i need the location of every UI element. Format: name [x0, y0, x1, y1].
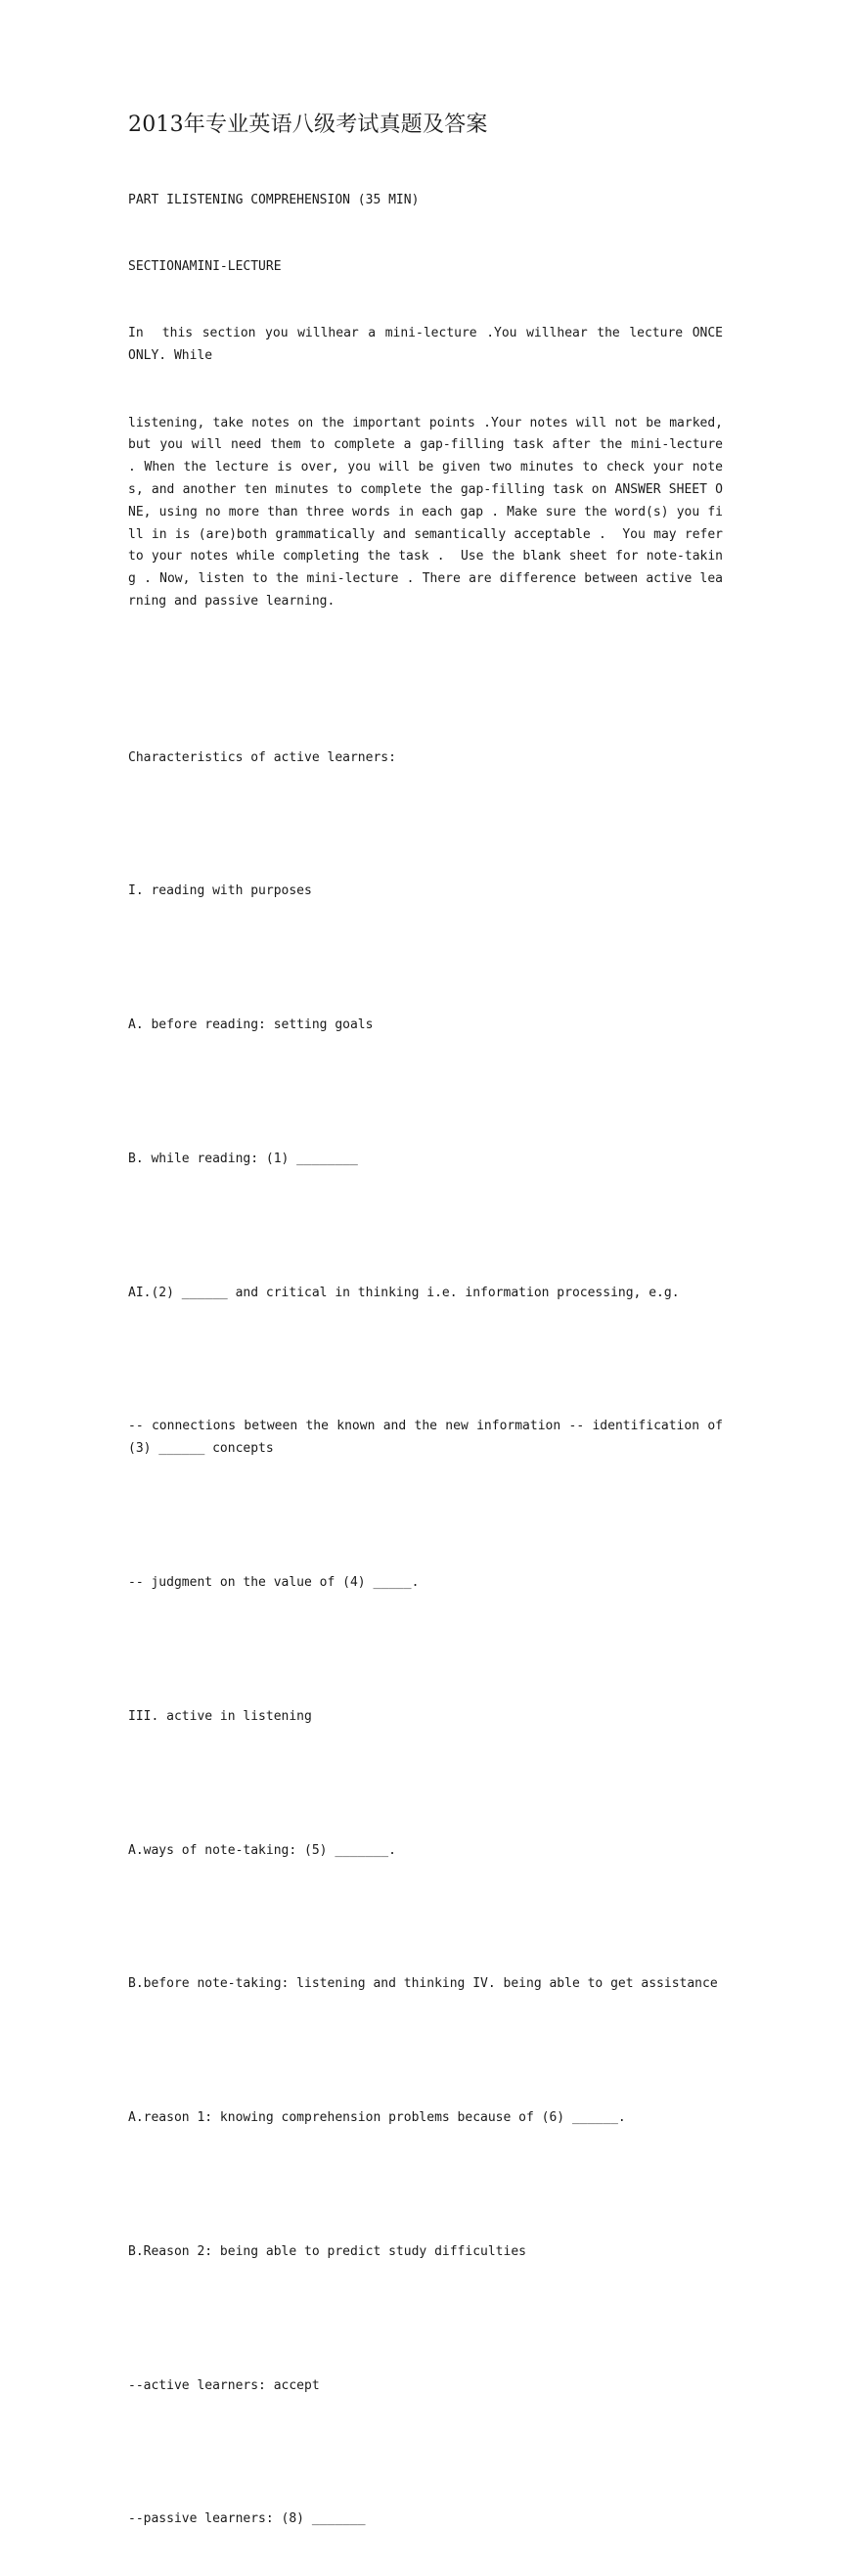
part-heading: PART ILISTENING COMPREHENSION (35 MIN) [128, 192, 420, 207]
instructions-paragraph: listening, take notes on the important points .Your notes will not be marked, but you will need them to complete a gap-filling task after the mini-lecture . When the lecture is over, you will be given two minutes to check your notes, and another ten minutes to complete the gap-filling task on ANSWER SHEET ONE, using no more than three words in each gap . Make sure the word(s) you fill in is (are)both grammatically and semantically acceptable . You may refer to your notes while completing the task . Use the blank sheet for note-taking . Now, listen to the mini-lecture . There are difference between active learning and passive learning. [128, 415, 731, 609]
instructions-first-line: In this section you willhear a mini-lecture .You willhear the lecture ONCE ONLY. While [128, 326, 738, 364]
spacer [128, 680, 723, 702]
outline-item: A.ways of note-taking: (5) _______. [128, 1842, 396, 1858]
outline-item: --active learners: accept [128, 2377, 320, 2393]
spacer [128, 1081, 723, 1104]
outline-item: -- connections between the known and the new information -- identification of (3) ______ concepts [128, 1419, 731, 1457]
outline-item: A.reason 1: knowing comprehension problems because of (6) ______. [128, 2110, 626, 2126]
outline-item: B.Reason 2: being able to predict study difficulties [128, 2243, 526, 2259]
outline-item: --passive learners: (8) _______ [128, 2511, 366, 2527]
document-title: 2013年专业英语八级考试真题及答案 [128, 113, 488, 137]
outline-item: Characteristics of active learners: [128, 749, 396, 765]
spacer [128, 2041, 723, 2063]
spacer [128, 814, 723, 836]
document-page [128, 110, 738, 2576]
spacer [128, 2308, 723, 2330]
spacer [128, 948, 723, 971]
spacer [128, 1506, 723, 1528]
outline-item: III. active in listening [128, 1708, 312, 1724]
spacer [128, 1907, 723, 1929]
spacer [128, 2442, 723, 2464]
outline-item: B.before note-taking: listening and thinking IV. being able to get assistance [128, 1976, 718, 1992]
outline-item: B. while reading: (1) ________ [128, 1151, 358, 1166]
document-body [128, 145, 738, 2576]
spacer [128, 1639, 723, 1661]
outline-item: AI.(2) ______ and critical in thinking i.e. information processing, e.g. [128, 1285, 680, 1300]
outline-item: -- judgment on the value of (4) _____. [128, 1575, 420, 1590]
spacer [128, 2175, 723, 2197]
spacer [128, 1773, 723, 1795]
spacer [128, 1215, 723, 1238]
section-heading: SECTIONAMINI-LECTURE [128, 258, 282, 274]
outline-item: I. reading with purposes [128, 883, 312, 899]
spacer [128, 1349, 723, 1372]
outline-item: A. before reading: setting goals [128, 1017, 374, 1033]
